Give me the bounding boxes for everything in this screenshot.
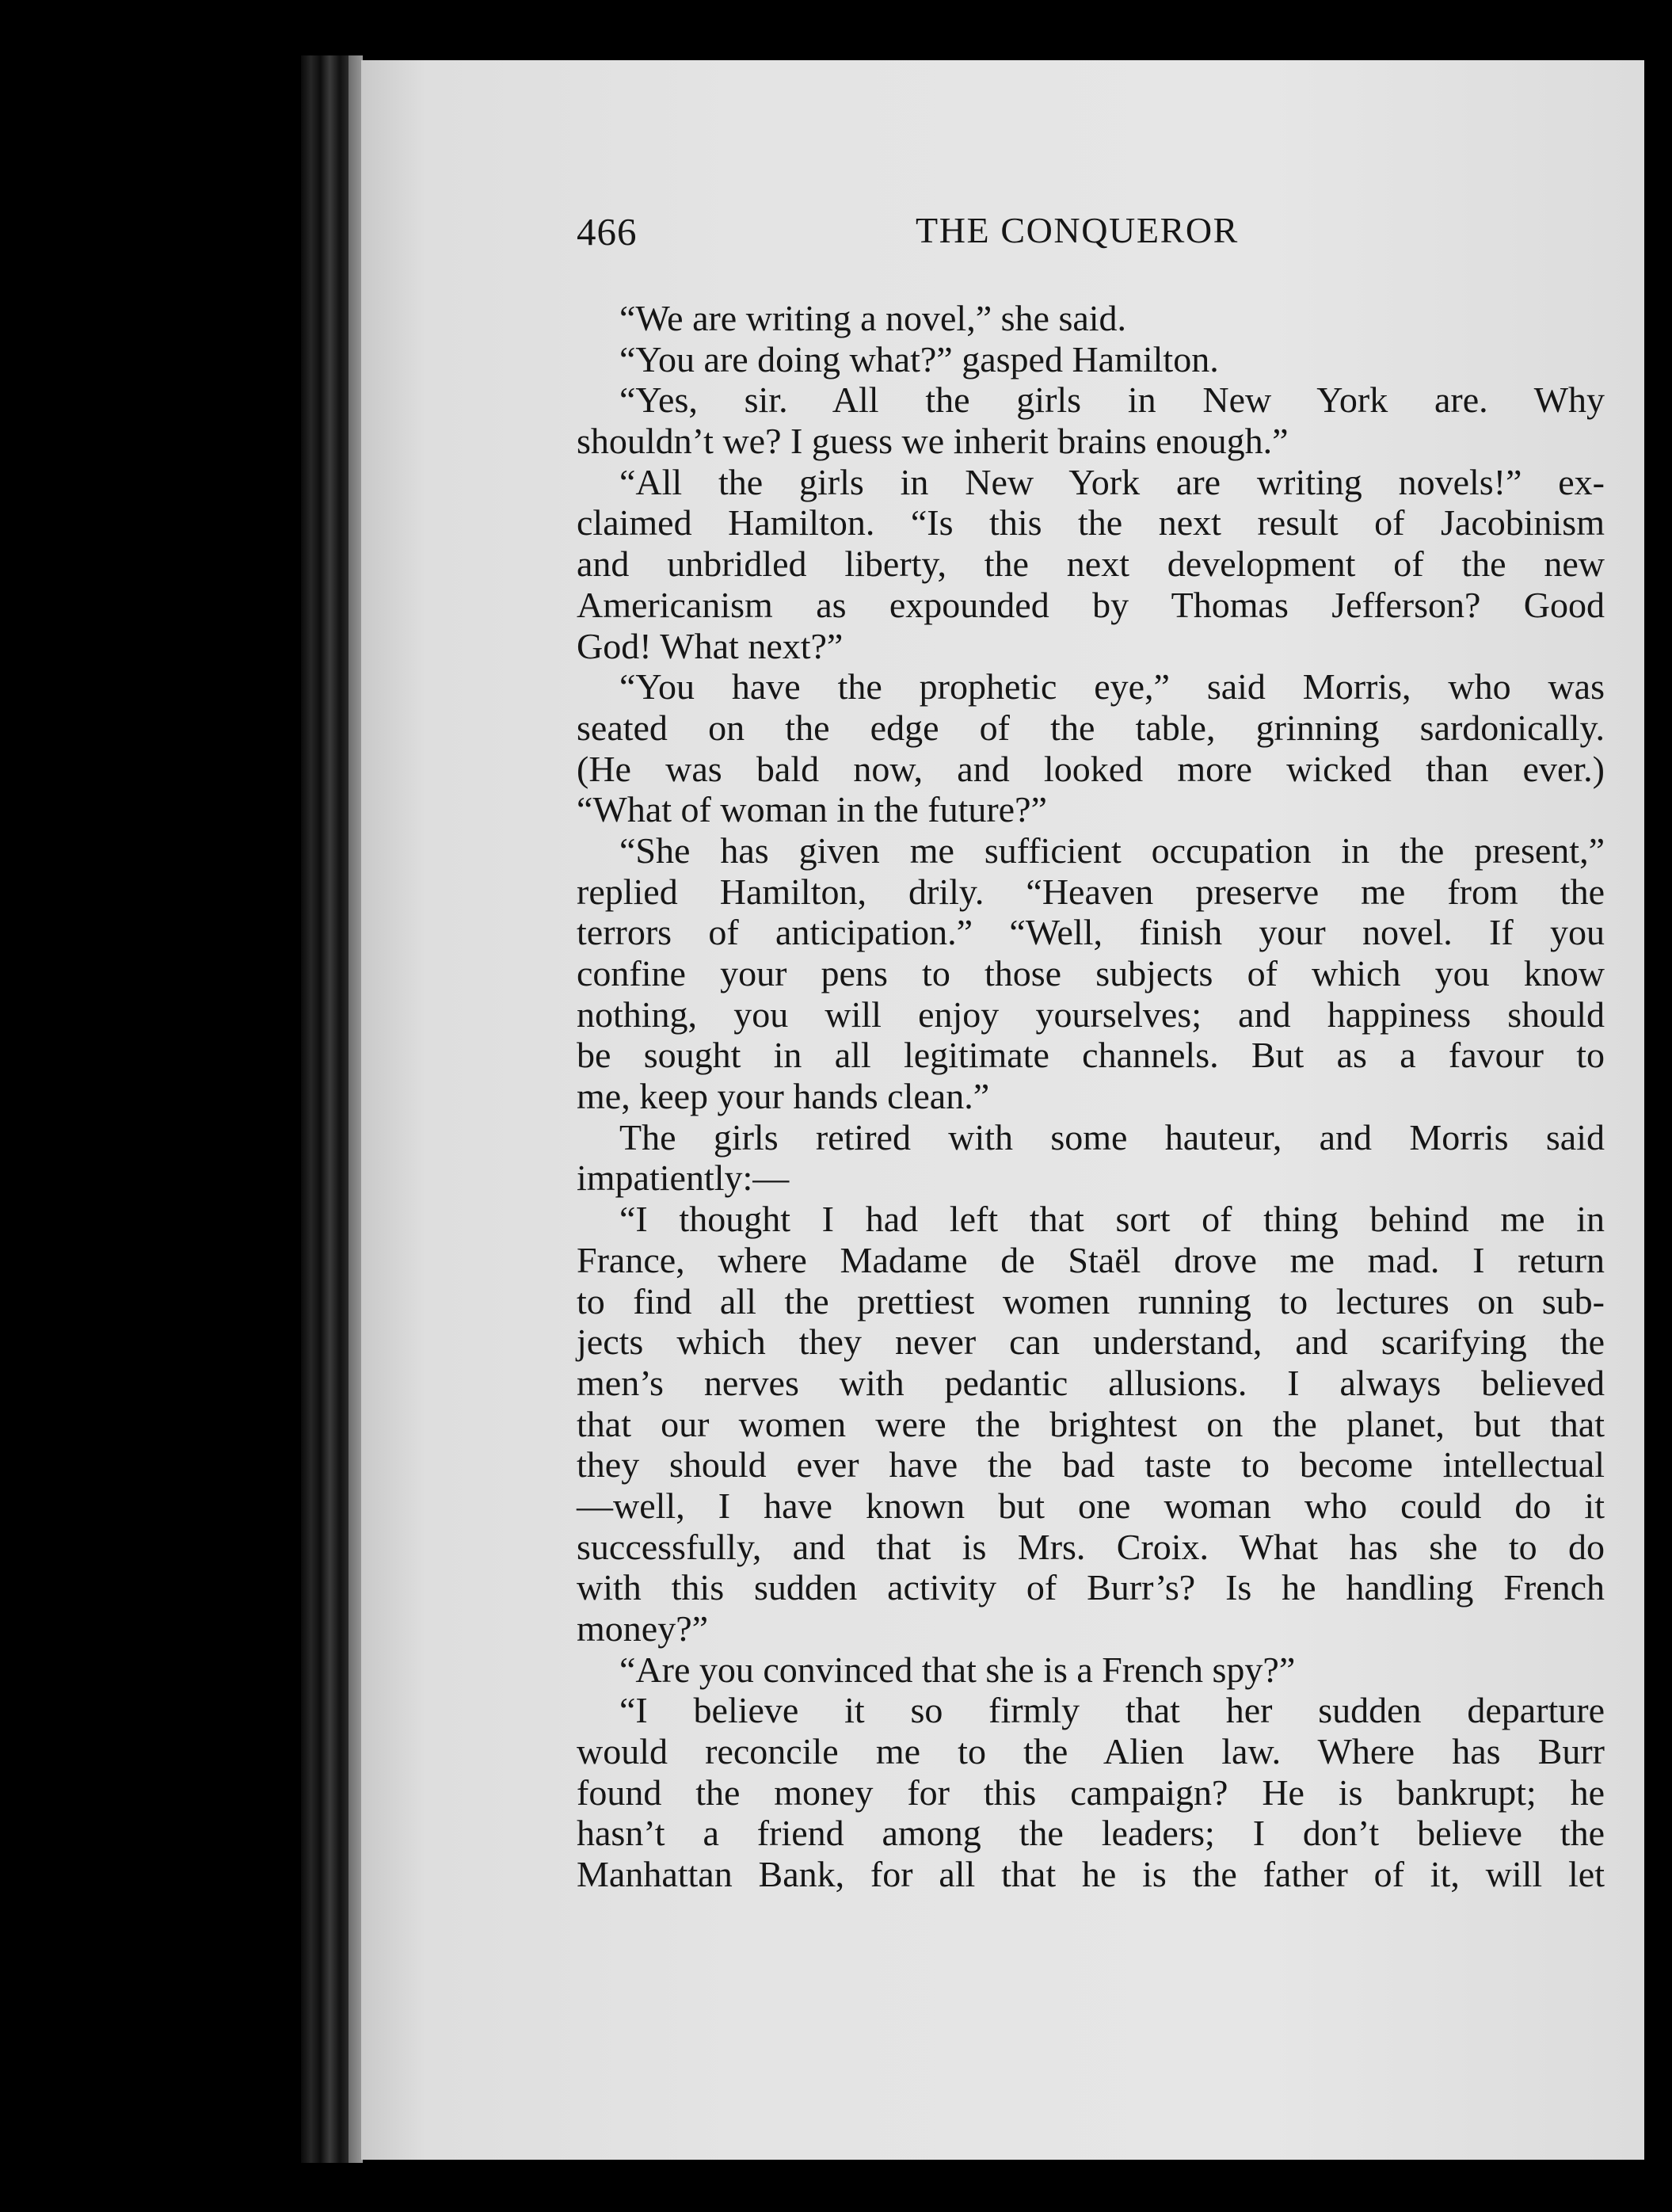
text-line: shouldn’t we? I guess we inherit brains enough.” xyxy=(577,421,1289,462)
text-line: (He was bald now, and looked more wicked than ever.) xyxy=(577,748,1605,789)
text-line: confine your pens to those subjects of which you know xyxy=(577,953,1605,993)
printed-page xyxy=(361,60,1644,2160)
text-line: that our women were the brightest on the planet, but that xyxy=(577,1403,1605,1444)
text-line: “We are writing a novel,” she said. xyxy=(619,298,1127,338)
text-line: be sought in all legitimate channels. But as a favour to xyxy=(577,1035,1605,1076)
text-line: jects which they never can understand, and scarifying the xyxy=(577,1321,1605,1363)
text-line: The girls retired with some hauteur, and Morris said xyxy=(619,1116,1605,1157)
text-line: seated on the edge of the table, grinning sardonically. xyxy=(577,707,1605,748)
text-line: claimed Hamilton. “Is this the next result of Jacobinism xyxy=(577,502,1605,543)
text-line: with this sudden activity of Burr’s? Is he handling French xyxy=(577,1567,1605,1608)
text-line: —well, I have known but one woman who could do it xyxy=(577,1485,1605,1526)
text-line: to find all the prettiest women running to lectures on sub- xyxy=(577,1280,1605,1321)
text-line: France, where Madame de Staël drove me mad. I return xyxy=(577,1239,1605,1280)
text-line: “You have the prophetic eye,” said Morris, who was xyxy=(619,666,1605,707)
text-line: money?” xyxy=(577,1608,709,1649)
text-line: “Yes, sir. All the girls in New York are. Why xyxy=(619,379,1605,421)
text-line: they should ever have the bad taste to become intellectual xyxy=(577,1444,1605,1485)
text-line: impatiently:— xyxy=(577,1157,790,1199)
text-line: nothing, you will enjoy yourselves; and happiness should xyxy=(577,993,1605,1035)
text-line: God! What next?” xyxy=(577,625,844,666)
text-line: terrors of anticipation.” “Well, finish your novel. If you xyxy=(577,912,1605,953)
text-line: and unbridled liberty, the next development of the new xyxy=(577,543,1605,585)
text-line: men’s nerves with pedantic allusions. I always believed xyxy=(577,1362,1605,1403)
text-line: hasn’t a friend among the leaders; I don’t believe the xyxy=(577,1813,1605,1854)
text-line: Americanism as expounded by Thomas Jefferson? Good xyxy=(577,584,1605,625)
text-line: “She has given me sufficient occupation in the present,” xyxy=(619,830,1605,871)
text-line: successfully, and that is Mrs. Croix. What has she to do xyxy=(577,1526,1605,1567)
running-head: THE CONQUEROR xyxy=(916,210,1239,250)
text-line: “All the girls in New York are writing novels!” ex- xyxy=(619,461,1605,502)
text-line: replied Hamilton, drily. “Heaven preserve me from the xyxy=(577,871,1605,912)
text-line: “I thought I had left that sort of thing behind me in xyxy=(619,1199,1605,1240)
body-text xyxy=(577,298,1605,1895)
text-line: would reconcile me to the Alien law. Where has Burr xyxy=(577,1731,1605,1772)
page-number: 466 xyxy=(577,210,638,254)
text-line: “I believe it so firmly that her sudden departure xyxy=(619,1690,1605,1731)
text-line: “What of woman in the future?” xyxy=(577,789,1047,830)
text-line: “Are you convinced that she is a French spy?” xyxy=(619,1649,1296,1690)
text-line: found the money for this campaign? He is bankrupt; he xyxy=(577,1772,1605,1813)
text-line: Manhattan Bank, for all that he is the father of it, will let xyxy=(577,1854,1605,1895)
text-line: me, keep your hands clean.” xyxy=(577,1076,990,1117)
scan-border xyxy=(1644,55,1672,2163)
text-line: “You are doing what?” gasped Hamilton. xyxy=(619,338,1219,379)
